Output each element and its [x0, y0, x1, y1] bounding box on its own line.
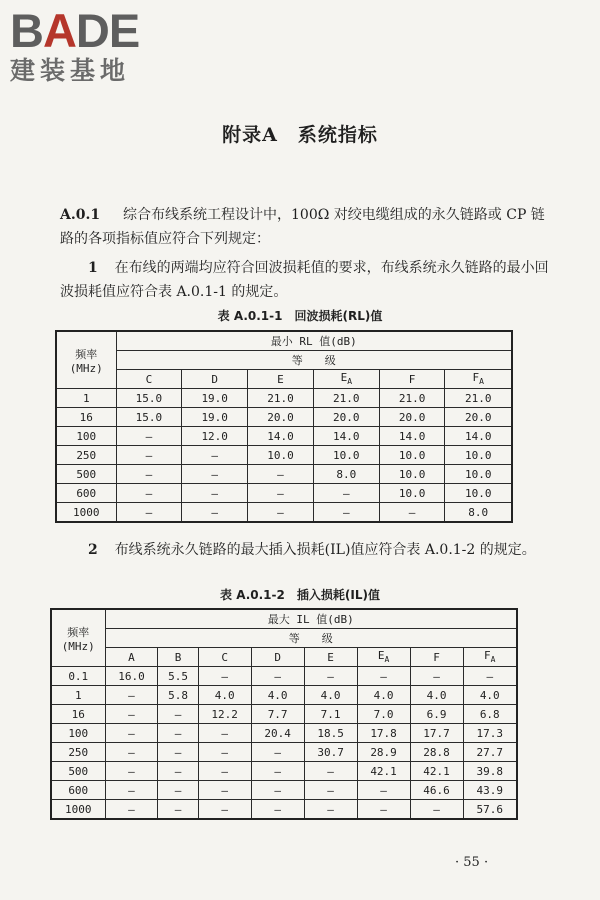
value-cell: —: [105, 705, 158, 724]
logo-subtitle: 建装基地: [10, 56, 131, 85]
grade-column-header: $E_A$: [357, 648, 410, 667]
value-cell: 21.0: [379, 389, 445, 408]
value-cell: —: [248, 503, 314, 523]
grade-column-header: E: [304, 648, 357, 667]
grade-column-header: F: [410, 648, 463, 667]
value-cell: 5.8: [158, 686, 198, 705]
value-cell: —: [158, 705, 198, 724]
page-number: · 55 ·: [455, 855, 489, 870]
value-cell: —: [251, 781, 304, 800]
value-cell: —: [304, 667, 357, 686]
value-cell: 15.0: [116, 389, 182, 408]
value-cell: 6.9: [410, 705, 463, 724]
value-cell: 10.0: [313, 446, 379, 465]
freq-header-cell: [56, 331, 116, 389]
column-header-row: [56, 370, 512, 389]
frequency-cell: 0.1: [51, 667, 105, 686]
value-cell: —: [251, 667, 304, 686]
group-header: 最大 IL 值(dB): [105, 609, 517, 629]
value-cell: 4.0: [410, 686, 463, 705]
frequency-cell: 16: [51, 705, 105, 724]
value-cell: —: [105, 781, 158, 800]
value-cell: 20.0: [313, 408, 379, 427]
value-cell: 4.0: [251, 686, 304, 705]
item-2-text: 布线系统永久链路的最大插入损耗(IL)值应符合表 A.0.1-2 的规定。: [114, 542, 536, 558]
value-cell: 21.0: [313, 389, 379, 408]
value-cell: —: [251, 743, 304, 762]
frequency-cell: 16: [56, 408, 116, 427]
value-cell: 7.7: [251, 705, 304, 724]
value-cell: 15.0: [116, 408, 182, 427]
value-cell: 21.0: [445, 389, 512, 408]
value-cell: 39.8: [463, 762, 517, 781]
insertion-loss-table: [50, 608, 518, 820]
value-cell: 17.8: [357, 724, 410, 743]
grade-column-header: A: [105, 648, 158, 667]
value-cell: —: [105, 743, 158, 762]
section-a01: [60, 203, 550, 251]
logo-wordmark: BADE: [10, 4, 140, 57]
grade-column-header: $F_A$: [445, 370, 512, 389]
value-cell: —: [105, 762, 158, 781]
value-cell: —: [182, 484, 248, 503]
grade-column-header: $E_A$: [313, 370, 379, 389]
value-cell: —: [105, 686, 158, 705]
value-cell: 20.0: [445, 408, 512, 427]
value-cell: —: [116, 446, 182, 465]
value-cell: 21.0: [248, 389, 314, 408]
freq-unit: (MHz): [69, 361, 103, 375]
frequency-cell: 1000: [56, 503, 116, 523]
value-cell: 4.0: [463, 686, 517, 705]
value-cell: 4.0: [198, 686, 251, 705]
value-cell: —: [158, 743, 198, 762]
frequency-cell: 250: [56, 446, 116, 465]
value-cell: —: [248, 465, 314, 484]
table-row: [51, 686, 517, 705]
table-row: [51, 724, 517, 743]
table-row: [56, 427, 512, 446]
value-cell: —: [313, 484, 379, 503]
value-cell: 4.0: [357, 686, 410, 705]
value-cell: 5.5: [158, 667, 198, 686]
frequency-cell: 500: [51, 762, 105, 781]
table-2-caption: 表 A.0.1-2 插入损耗(IL)值: [220, 588, 380, 602]
section-text: 综合布线系统工程设计中，100Ω 对绞电缆组成的永久链路或 CP 链路的各项指标值应符合下列规定：: [60, 207, 545, 247]
table-row: [51, 743, 517, 762]
value-cell: —: [304, 781, 357, 800]
frequency-cell: 1: [51, 686, 105, 705]
value-cell: —: [198, 762, 251, 781]
value-cell: 12.2: [198, 705, 251, 724]
value-cell: —: [116, 465, 182, 484]
frequency-cell: 100: [56, 427, 116, 446]
value-cell: 16.0: [105, 667, 158, 686]
value-cell: —: [158, 781, 198, 800]
value-cell: —: [158, 724, 198, 743]
value-cell: 20.0: [379, 408, 445, 427]
freq-header-cell: [51, 609, 105, 667]
table-row: [56, 446, 512, 465]
value-cell: 30.7: [304, 743, 357, 762]
frequency-cell: 600: [51, 781, 105, 800]
grade-column-header: D: [182, 370, 248, 389]
value-cell: 10.0: [379, 446, 445, 465]
value-cell: —: [198, 800, 251, 820]
value-cell: 10.0: [445, 484, 512, 503]
value-cell: 14.0: [379, 427, 445, 446]
freq-header: 频率: [67, 625, 90, 639]
frequency-cell: 600: [56, 484, 116, 503]
column-header-row: [51, 648, 517, 667]
value-cell: —: [105, 724, 158, 743]
value-cell: —: [251, 762, 304, 781]
value-cell: —: [410, 800, 463, 820]
return-loss-table: [55, 330, 513, 523]
table-row: [56, 408, 512, 427]
value-cell: —: [116, 427, 182, 446]
value-cell: 42.1: [357, 762, 410, 781]
frequency-cell: 500: [56, 465, 116, 484]
logo-accent-letter: A: [42, 4, 76, 57]
table-row: [51, 705, 517, 724]
grade-header: 等 级: [116, 351, 512, 370]
value-cell: 27.7: [463, 743, 517, 762]
item-1-text: 在布线的两端均应符合回波损耗值的要求，布线系统永久链路的最小回波损耗值应符合表 A.0.1-1 的规定。: [60, 260, 549, 300]
value-cell: —: [463, 667, 517, 686]
value-cell: —: [357, 667, 410, 686]
table-row: [51, 762, 517, 781]
value-cell: 4.0: [304, 686, 357, 705]
grade-column-header: D: [251, 648, 304, 667]
value-cell: —: [357, 781, 410, 800]
table-row: [51, 781, 517, 800]
value-cell: —: [313, 503, 379, 523]
grade-column-header: F: [379, 370, 445, 389]
frequency-cell: 1000: [51, 800, 105, 820]
value-cell: —: [198, 667, 251, 686]
value-cell: 8.0: [445, 503, 512, 523]
value-cell: 7.0: [357, 705, 410, 724]
value-cell: 10.0: [445, 446, 512, 465]
frequency-cell: 1: [56, 389, 116, 408]
value-cell: 8.0: [313, 465, 379, 484]
frequency-cell: 250: [51, 743, 105, 762]
bade-logo: [10, 6, 185, 86]
value-cell: 10.0: [248, 446, 314, 465]
table-row: [56, 465, 512, 484]
value-cell: 14.0: [445, 427, 512, 446]
value-cell: —: [357, 800, 410, 820]
value-cell: —: [198, 781, 251, 800]
value-cell: —: [105, 800, 158, 820]
value-cell: 7.1: [304, 705, 357, 724]
value-cell: —: [410, 667, 463, 686]
group-header: 最小 RL 值(dB): [116, 331, 512, 351]
grade-column-header: B: [158, 648, 198, 667]
value-cell: —: [198, 743, 251, 762]
value-cell: —: [304, 800, 357, 820]
value-cell: —: [198, 724, 251, 743]
value-cell: 10.0: [379, 465, 445, 484]
value-cell: 19.0: [182, 408, 248, 427]
value-cell: 17.3: [463, 724, 517, 743]
value-cell: 14.0: [248, 427, 314, 446]
value-cell: 10.0: [379, 484, 445, 503]
value-cell: —: [379, 503, 445, 523]
freq-unit: (MHz): [61, 639, 95, 653]
item-2: [60, 538, 550, 562]
value-cell: —: [182, 465, 248, 484]
value-cell: —: [116, 503, 182, 523]
value-cell: 6.8: [463, 705, 517, 724]
table-row: [51, 800, 517, 820]
value-cell: 18.5: [304, 724, 357, 743]
table-row: [56, 484, 512, 503]
value-cell: 43.9: [463, 781, 517, 800]
value-cell: 20.4: [251, 724, 304, 743]
value-cell: 46.6: [410, 781, 463, 800]
value-cell: 42.1: [410, 762, 463, 781]
table-row: [56, 503, 512, 523]
value-cell: 10.0: [445, 465, 512, 484]
value-cell: —: [248, 484, 314, 503]
value-cell: 28.8: [410, 743, 463, 762]
value-cell: 28.9: [357, 743, 410, 762]
grade-column-header: $F_A$: [463, 648, 517, 667]
grade-column-header: C: [198, 648, 251, 667]
grade-column-header: C: [116, 370, 182, 389]
appendix-title: 附录A 系统指标: [222, 124, 378, 146]
freq-header: 频率: [75, 347, 98, 361]
grade-header: 等 级: [105, 629, 517, 648]
section-label: A.0.1: [60, 207, 101, 223]
value-cell: 17.7: [410, 724, 463, 743]
value-cell: —: [304, 762, 357, 781]
item-2-number: 2: [88, 542, 98, 558]
value-cell: —: [182, 446, 248, 465]
table-row: [51, 667, 517, 686]
item-1: [60, 256, 550, 304]
table-row: [56, 389, 512, 408]
value-cell: —: [116, 484, 182, 503]
value-cell: 12.0: [182, 427, 248, 446]
frequency-cell: 100: [51, 724, 105, 743]
value-cell: —: [158, 800, 198, 820]
value-cell: —: [158, 762, 198, 781]
value-cell: 57.6: [463, 800, 517, 820]
value-cell: 19.0: [182, 389, 248, 408]
value-cell: —: [251, 800, 304, 820]
table-1-caption: 表 A.0.1-1 回波损耗(RL)值: [217, 309, 383, 323]
value-cell: —: [182, 503, 248, 523]
item-1-number: 1: [88, 260, 98, 276]
value-cell: 14.0: [313, 427, 379, 446]
grade-column-header: E: [248, 370, 314, 389]
value-cell: 20.0: [248, 408, 314, 427]
